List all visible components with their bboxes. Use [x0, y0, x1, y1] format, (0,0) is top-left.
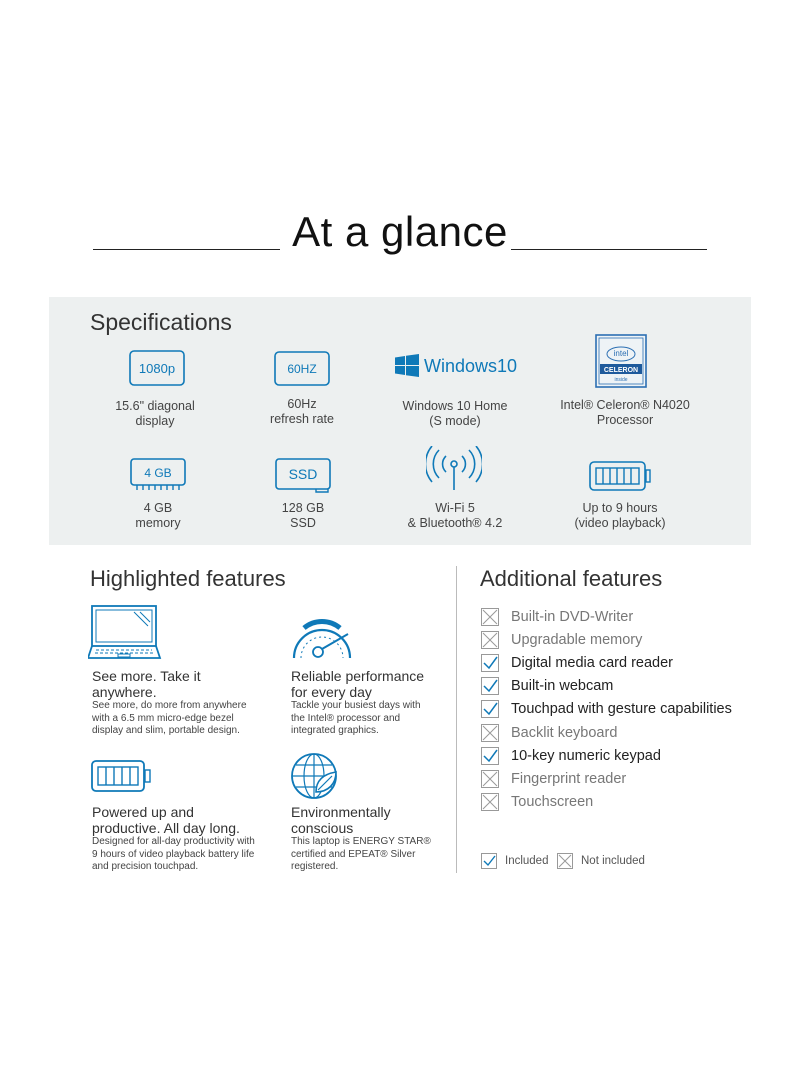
spec-memory — [78, 501, 238, 531]
feature-portable-desc — [92, 700, 247, 738]
spec-storage-line2: SSD — [290, 516, 316, 530]
feature-portable-desc-line2: with a 6.5 mm micro-edge bezel — [92, 712, 234, 724]
feature-eco-title — [291, 804, 391, 836]
feature-eco-desc-line2: certified and EPEAT® Silver — [291, 848, 416, 860]
feature-performance-desc-line3: integrated graphics. — [291, 725, 379, 736]
feature-row — [481, 630, 642, 650]
feature-performance-desc-line1: Tackle your busiest days with — [291, 700, 421, 711]
feature-label: 10-key numeric keypad — [511, 747, 661, 764]
feature-eco-title-line2: conscious — [291, 820, 354, 836]
check-icon — [481, 853, 497, 869]
spec-battery — [540, 501, 700, 531]
feature-battery-desc — [92, 836, 255, 874]
battery-full-icon — [91, 760, 151, 792]
additional-features-heading: Additional features — [480, 566, 663, 591]
highlighted-features-heading: Highlighted features — [90, 566, 286, 591]
feature-portable-title-line1: See more. Take it — [92, 668, 201, 684]
feature-performance-title — [291, 668, 424, 700]
specifications-heading: Specifications — [90, 309, 232, 335]
spec-display — [75, 399, 235, 429]
spec-storage — [223, 501, 383, 531]
display-1080p-icon — [129, 350, 185, 386]
feature-battery-desc-line2: 9 hours of video playback battery life — [92, 848, 255, 860]
feature-eco-desc-line1: This laptop is ENERGY STAR® — [291, 836, 431, 847]
feature-battery-desc-line3: and precision touchpad. — [92, 861, 199, 872]
windows-logo-icon — [395, 354, 517, 378]
feature-performance-title-line1: Reliable performance — [291, 668, 425, 684]
legend-included — [481, 853, 548, 869]
feature-battery-title-line1: Powered up and — [92, 804, 194, 820]
feature-label: Backlit keyboard — [511, 724, 618, 741]
spec-processor-line2: Processor — [596, 413, 654, 427]
feature-battery-desc-line1: Designed for all-day productivity with — [92, 836, 255, 847]
legend-not-included-label: Not included — [581, 855, 645, 867]
check-icon — [481, 654, 499, 672]
feature-row — [481, 792, 593, 812]
spec-memory-line1: 4 GB — [143, 501, 173, 515]
memory-icon — [129, 457, 187, 493]
cross-icon — [481, 608, 499, 626]
feature-battery-title — [92, 804, 240, 836]
spec-battery-line2: (video playback) — [574, 516, 666, 530]
feature-row — [481, 699, 732, 719]
memory-badge-text: 4 GB — [144, 466, 172, 480]
ssd-icon — [274, 457, 332, 493]
globe-leaf-icon — [290, 752, 338, 800]
feature-portable-title — [92, 668, 201, 700]
feature-label: Digital media card reader — [511, 655, 673, 672]
cross-icon — [481, 770, 499, 788]
check-icon — [481, 700, 499, 718]
spec-wireless-line2: & Bluetooth® 4.2 — [407, 516, 503, 530]
speedometer-icon — [290, 618, 354, 662]
page-title: At a glance — [292, 208, 508, 255]
windows-logo-text: Windows10 — [424, 355, 518, 376]
spec-display-line1: 15.6" diagonal — [115, 399, 195, 413]
cross-icon — [481, 793, 499, 811]
cross-icon — [481, 631, 499, 649]
feature-row — [481, 723, 617, 743]
wifi-icon — [426, 446, 482, 492]
check-icon — [481, 677, 499, 695]
refresh-badge-text: 60HZ — [287, 362, 317, 376]
feature-label: Fingerprint reader — [511, 770, 627, 787]
spec-refresh — [222, 397, 382, 427]
feature-label: Built-in DVD-Writer — [511, 609, 634, 625]
feature-label: Built-in webcam — [511, 678, 614, 695]
feature-eco-desc-line3: registered. — [291, 861, 339, 872]
feature-performance-desc — [291, 700, 421, 738]
spec-storage-line1: 128 GB — [281, 501, 325, 515]
feature-performance-title-line2: for every day — [291, 684, 372, 700]
spec-memory-line2: memory — [135, 516, 181, 530]
cross-icon — [557, 853, 573, 869]
feature-row — [481, 769, 626, 789]
section-divider — [456, 566, 457, 873]
spec-refresh-line2: refresh rate — [270, 412, 334, 426]
feature-performance-desc-line2: the Intel® processor and — [291, 712, 401, 724]
intel-badge-top: intel — [613, 349, 629, 358]
display-badge-text: 1080p — [138, 361, 176, 376]
spec-processor — [545, 398, 705, 428]
spec-battery-line1: Up to 9 hours — [582, 501, 658, 515]
feature-row — [481, 746, 661, 766]
feature-label: Touchscreen — [511, 793, 594, 810]
battery-icon — [589, 461, 651, 491]
spec-os-line2: (S mode) — [429, 414, 481, 428]
windows-flag-icon — [395, 354, 419, 378]
feature-portable-desc-line1: See more, do more from anywhere — [92, 700, 247, 711]
intel-celeron-icon — [595, 334, 647, 388]
cross-icon — [481, 724, 499, 742]
refresh-rate-icon — [274, 351, 330, 386]
legend-included-label: Included — [505, 855, 549, 867]
intel-badge-main: CELERON — [603, 367, 639, 374]
intel-badge-sub: inside — [614, 377, 628, 383]
ssd-badge-text: SSD — [288, 466, 318, 482]
feature-portable-title-line2: anywhere. — [92, 684, 157, 700]
spec-wireless — [375, 501, 535, 531]
check-icon — [481, 747, 499, 765]
feature-eco-title-line1: Environmentally — [291, 804, 391, 820]
feature-row — [481, 653, 673, 673]
spec-os — [375, 399, 535, 429]
legend-not-included — [557, 853, 645, 869]
laptop-icon — [88, 604, 164, 662]
feature-battery-title-line2: productive. All day long. — [92, 820, 240, 836]
feature-label: Upgradable memory — [511, 632, 643, 649]
spec-processor-line1: Intel® Celeron® N4020 — [560, 398, 690, 412]
feature-label: Touchpad with gesture capabilities — [511, 701, 732, 718]
spec-refresh-line1: 60Hz — [287, 397, 317, 411]
feature-row — [481, 676, 613, 696]
spec-display-line2: display — [135, 414, 175, 428]
feature-row — [481, 607, 633, 627]
title-rule-right — [511, 249, 707, 250]
spec-os-line1: Windows 10 Home — [402, 399, 508, 413]
spec-wireless-line1: Wi-Fi 5 — [435, 501, 475, 515]
feature-portable-desc-line3: display and slim, portable design. — [92, 725, 240, 736]
feature-eco-desc — [291, 836, 431, 874]
specifications-panel — [49, 297, 751, 545]
